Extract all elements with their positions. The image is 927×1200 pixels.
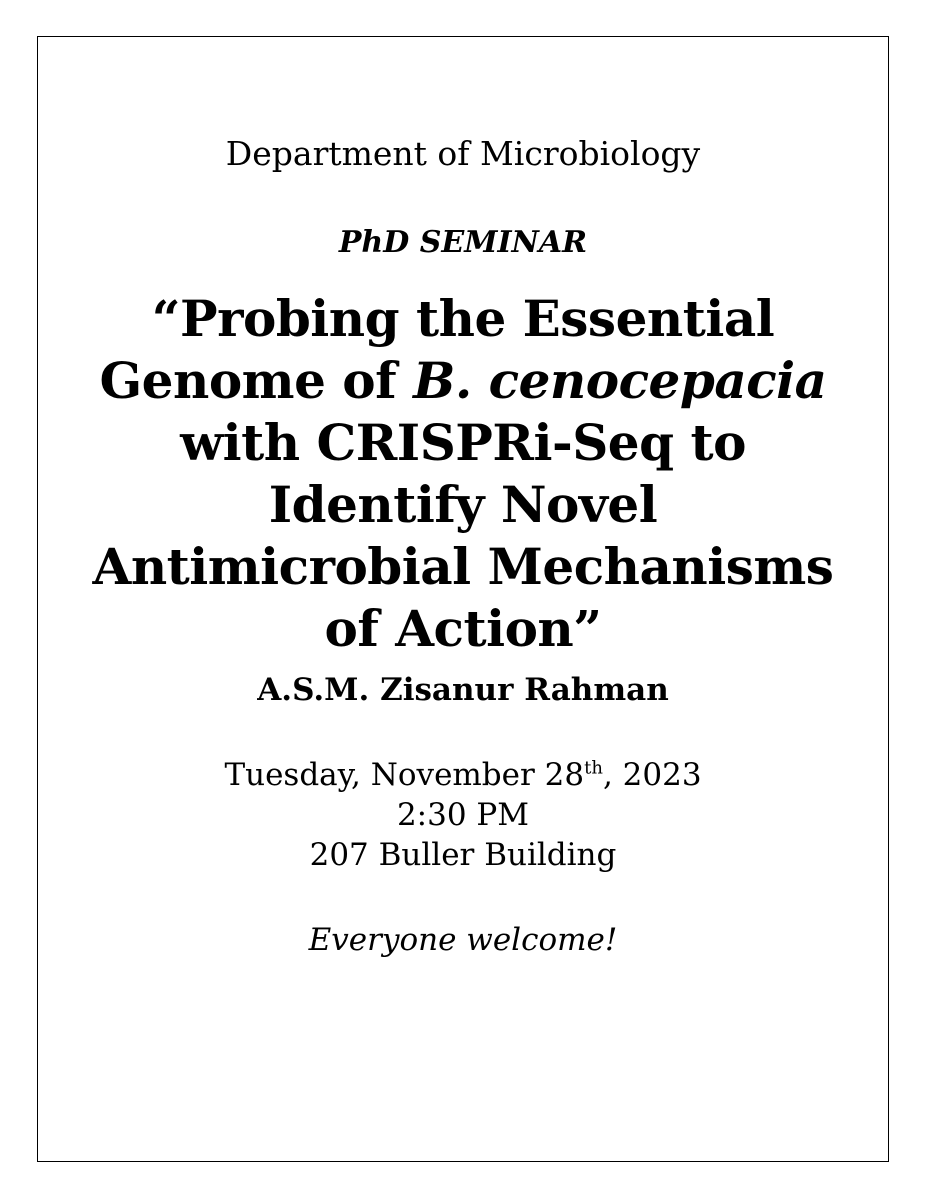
date-text: Tuesday, November 28 (224, 757, 585, 793)
date-ordinal: th (584, 757, 603, 779)
event-time: 2:30 PM (396, 797, 530, 833)
welcome-note: Everyone welcome! (308, 922, 618, 958)
date-year: , 2023 (602, 757, 702, 793)
department-name: Department of Microbiology (225, 134, 701, 173)
event-date (37, 755, 889, 795)
speaker-name: A.S.M. Zisanur Rahman (257, 672, 669, 708)
event-details (37, 755, 889, 875)
event-location: 207 Buller Building (309, 837, 617, 873)
title-organism: B. cenocepacia (413, 351, 827, 410)
seminar-title (77, 288, 849, 660)
title-part-2: with CRISPRi-Seq to Identify Novel Antimicrobial Mechanisms of Action” (92, 413, 834, 658)
title-part-1: “Probing the Essential Genome of (99, 289, 775, 410)
event-type: PhD SEMINAR (338, 225, 588, 260)
